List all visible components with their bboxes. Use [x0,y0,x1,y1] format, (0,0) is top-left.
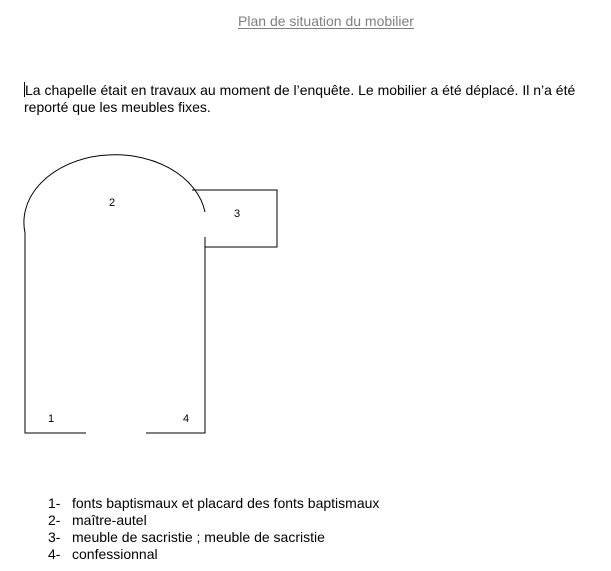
legend-text: confessionnal [72,546,158,562]
legend-number: 1- [48,495,61,511]
legend-item [48,495,379,512]
legend-item [48,512,379,529]
intro-line-2: reporté que les meubles fixes. [24,99,211,115]
page-title: Plan de situation du mobilier [238,13,414,29]
legend-list [48,495,379,563]
legend-text: fonts baptismaux et placard des fonts baptismaux [72,495,380,511]
plan-label-3: 3 [234,208,241,220]
legend-item [48,529,379,546]
intro-line-1-text: La chapelle était en travaux au moment de l’enquête. Le mobilier a été déplacé. Il n’a été [25,82,576,98]
legend-item [48,546,379,563]
legend-number: 3- [48,529,61,545]
legend-number: 4- [48,546,61,562]
legend-text: meuble de sacristie ; meuble de sacristie [72,529,325,545]
plan-label-4: 4 [183,413,190,425]
plan-label-2: 2 [109,197,116,209]
plan-label-1: 1 [48,413,55,425]
legend-text: maître-autel [72,512,147,528]
legend-number: 2- [48,512,61,528]
